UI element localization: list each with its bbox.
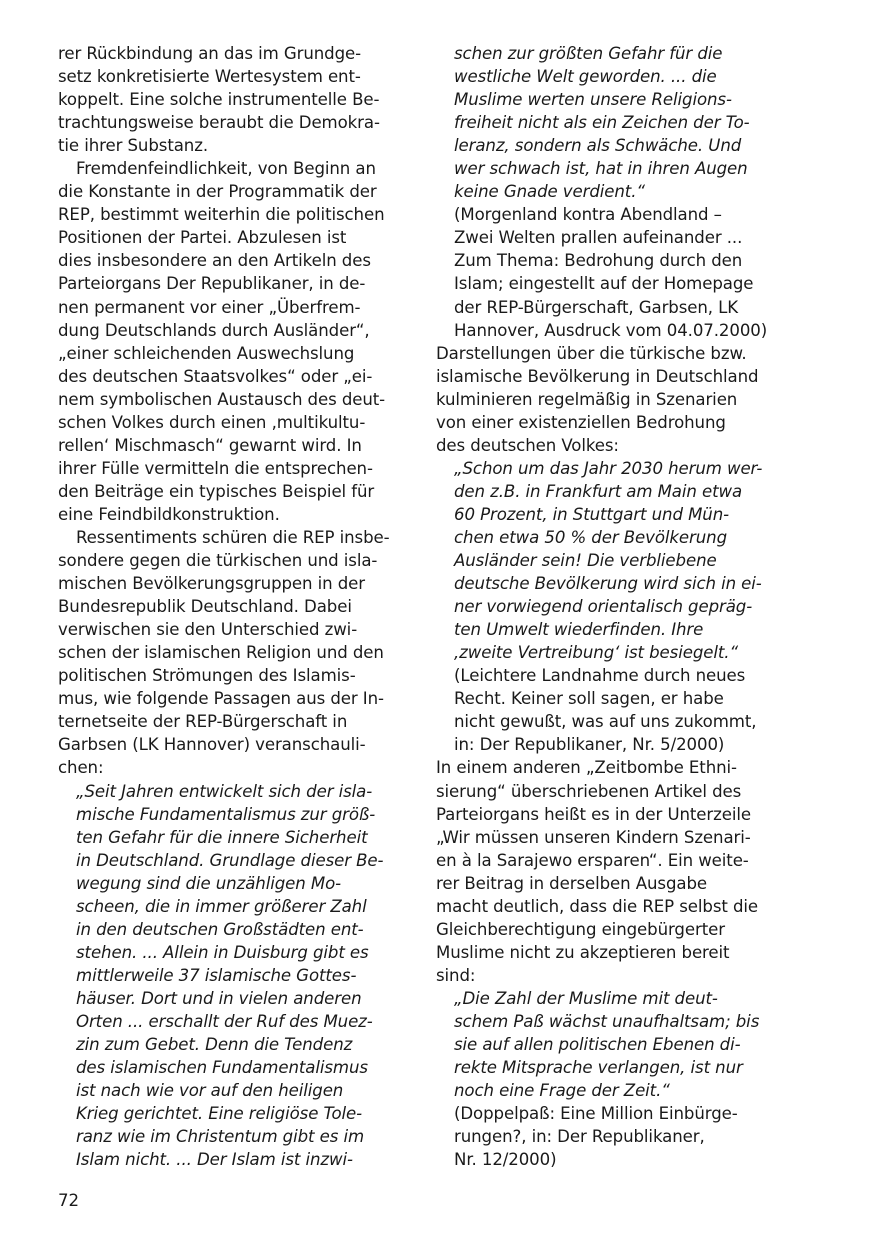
quote-line: ten Gefahr für die innere Sicherheit	[76, 827, 368, 847]
quote-line: „Schon um das Jahr 2030 herum wer-	[454, 458, 763, 478]
citation-line: Hannover, Ausdruck vom 04.07.2000)	[454, 320, 768, 340]
text-line: REP, bestimmt weiterhin die politischen	[58, 205, 385, 225]
quote-line: „Seit Jahren entwickelt sich der isla-	[76, 781, 373, 801]
quote-line: häuser. Dort und in vielen anderen	[76, 988, 362, 1008]
text-line: Gleichberechtigung eingebürgerter	[436, 919, 725, 939]
text-line: sierung“ überschriebenen Artikel des	[436, 781, 742, 801]
quote-line: mische Fundamentalismus zur größ-	[76, 804, 376, 824]
quote-line: leranz, sondern als Schwäche. Und	[454, 136, 742, 156]
text-line: trachtungsweise beraubt die Demokra-	[58, 113, 380, 133]
text-line: den Beiträge ein typisches Beispiel für	[58, 481, 375, 501]
text-line: nen permanent vor einer „Überfrem-	[58, 297, 361, 317]
citation-line: der REP-Bürgerschaft, Garbsen, LK	[454, 297, 739, 317]
quote-line: des islamischen Fundamentalismus	[76, 1058, 368, 1078]
quote-line: ner vorwiegend orientalisch gepräg-	[454, 597, 753, 617]
text-line: schen Volkes durch einen ‚multikultu-	[58, 412, 366, 432]
quote-line: Islam nicht. ... Der Islam ist inzwi-	[76, 1150, 353, 1170]
text-line: eine Feindbildkonstruktion.	[58, 504, 280, 524]
quote-line: wer schwach ist, hat in ihren Augen	[454, 159, 748, 179]
quote-line: schen zur größten Gefahr für die	[454, 44, 723, 63]
text-line: Parteiorgans Der Republikaner, in de-	[58, 274, 366, 294]
quote-line: den z.B. in Frankfurt am Main etwa	[454, 481, 743, 501]
quote-line: schem Paß wächst unaufhaltsam; bis	[454, 1011, 760, 1031]
citation-line: (Morgenland kontra Abendland –	[454, 205, 722, 225]
text-line: mus, wie folgende Passagen aus der In-	[58, 689, 384, 709]
quote-line: keine Gnade verdient.“	[454, 182, 645, 202]
text-line: Parteiorgans heißt es in der Unterzeile	[436, 804, 751, 824]
text-line: politischen Strömungen des Islamis-	[58, 666, 356, 686]
text-line: rellen‘ Mischmasch“ gewarnt wird. In	[58, 435, 362, 455]
citation-line: Zwei Welten prallen aufeinander ...	[454, 228, 743, 248]
citation-line: nicht gewußt, was auf uns zukommt,	[454, 712, 757, 732]
quote-line: chen etwa 50 % der Bevölkerung	[454, 527, 728, 547]
quote-line: sie auf allen politischen Ebenen di-	[454, 1035, 741, 1055]
quote-line: Ausländer sein! Die verbliebene	[454, 551, 717, 571]
text-line: Garbsen (LK Hannover) veranschauli-	[58, 735, 366, 755]
text-line: dies insbesondere an den Artikeln des	[58, 251, 371, 271]
quote-line: Muslime werten unsere Religions-	[454, 90, 732, 110]
quote-line: ‚zweite Vertreibung‘ ist besiegelt.“	[454, 643, 738, 663]
text-line: kulminieren regelmäßig in Szenarien	[436, 389, 738, 409]
quote-line: rekte Mitsprache verlangen, ist nur	[454, 1058, 743, 1078]
text-line: mischen Bevölkerungsgruppen in der	[58, 574, 366, 594]
quote-line: ranz wie im Christentum gibt es im	[76, 1127, 365, 1147]
text-line: verwischen sie den Unterschied zwi-	[58, 620, 358, 640]
text-line: chen:	[58, 758, 104, 778]
text-line: „Wir müssen unseren Kindern Szenari-	[436, 827, 751, 847]
text-line: „einer schleichenden Auswechslung	[58, 343, 355, 363]
text-line: ternetseite der REP-Bürgerschaft in	[58, 712, 348, 732]
quote-line: noch eine Frage der Zeit.“	[454, 1081, 670, 1101]
quote-line: stehen. ... Allein in Duisburg gibt es	[76, 942, 369, 962]
text-line: schen der islamischen Religion und den	[58, 643, 384, 663]
text-line: setz konkretisierte Wertesystem ent-	[58, 67, 361, 87]
quote-line: westliche Welt geworden. ... die	[454, 67, 717, 87]
quote-line: zin zum Gebet. Denn die Tendenz	[76, 1035, 353, 1055]
quote-line: Orten ... erschallt der Ruf des Muez-	[76, 1011, 373, 1031]
text-line: tie ihrer Substanz.	[58, 136, 208, 156]
citation-line: (Doppelpaß: Eine Million Einbürge-	[454, 1104, 738, 1124]
text-line: rer Rückbindung an das im Grundge-	[58, 44, 362, 63]
quote-line: ist nach wie vor auf den heiligen	[76, 1081, 344, 1101]
quote-line: deutsche Bevölkerung wird sich in ei-	[454, 574, 762, 594]
page-number: 72	[58, 1191, 80, 1210]
citation-line: (Leichtere Landnahme durch neues	[454, 666, 746, 686]
text-line: dung Deutschlands durch Ausländer“,	[58, 320, 370, 340]
text-line: die Konstante in der Programmatik der	[58, 182, 377, 202]
quote-line: in Deutschland. Grundlage dieser Be-	[76, 850, 384, 870]
text-line: sondere gegen die türkischen und isla-	[58, 551, 378, 571]
quote-line: scheen, die in immer größerer Zahl	[76, 896, 367, 916]
quote-line: in den deutschen Großstädten ent-	[76, 919, 364, 939]
quote-line: „Die Zahl der Muslime mit deut-	[454, 988, 718, 1008]
text-line: sind:	[436, 965, 476, 985]
text-line: en à la Sarajewo ersparen“. Ein weite-	[436, 850, 749, 870]
quote-line: 60 Prozent, in Stuttgart und Mün-	[454, 504, 730, 524]
text-line: rer Beitrag in derselben Ausgabe	[436, 873, 707, 893]
text-line: von einer existenziellen Bedrohung	[436, 412, 726, 432]
text-line: Ressentiments schüren die REP insbe-	[76, 527, 390, 547]
text-line: macht deutlich, dass die REP selbst die	[436, 896, 758, 916]
text-line: ihrer Fülle vermitteln die entsprechen-	[58, 458, 373, 478]
right-column	[436, 42, 786, 1171]
quote-line: Krieg gerichtet. Eine religiöse Tole-	[76, 1104, 363, 1124]
text-line: des deutschen Volkes:	[436, 435, 619, 455]
citation-line: Nr. 12/2000)	[454, 1150, 557, 1170]
text-line: In einem anderen „Zeitbombe Ethni-	[436, 758, 737, 778]
text-line: Darstellungen über die türkische bzw.	[436, 343, 747, 363]
left-column	[58, 42, 408, 1171]
citation-line: Zum Thema: Bedrohung durch den	[454, 251, 743, 271]
text-line: nem symbolischen Austausch des deut-	[58, 389, 386, 409]
citation-line: Islam; eingestellt auf der Homepage	[454, 274, 754, 294]
quote-line: wegung sind die unzähligen Mo-	[76, 873, 342, 893]
text-line: Bundesrepublik Deutschland. Dabei	[58, 597, 352, 617]
citation-line: in: Der Republikaner, Nr. 5/2000)	[454, 735, 725, 755]
text-line: des deutschen Staatsvolkes“ oder „ei-	[58, 366, 373, 386]
quote-line: freiheit nicht als ein Zeichen der To-	[454, 113, 750, 133]
text-line: Muslime nicht zu akzeptieren bereit	[436, 942, 730, 962]
citation-line: Recht. Keiner soll sagen, er habe	[454, 689, 724, 709]
quote-line: ten Umwelt wiederfinden. Ihre	[454, 620, 704, 640]
text-line: islamische Bevölkerung in Deutschland	[436, 366, 759, 386]
quote-line: mittlerweile 37 islamische Gottes-	[76, 965, 357, 985]
citation-line: rungen?, in: Der Republikaner,	[454, 1127, 705, 1147]
text-line: koppelt. Eine solche instrumentelle Be-	[58, 90, 380, 110]
text-line: Positionen der Partei. Abzulesen ist	[58, 228, 347, 248]
text-line: Fremdenfeindlichkeit, von Beginn an	[76, 159, 376, 179]
